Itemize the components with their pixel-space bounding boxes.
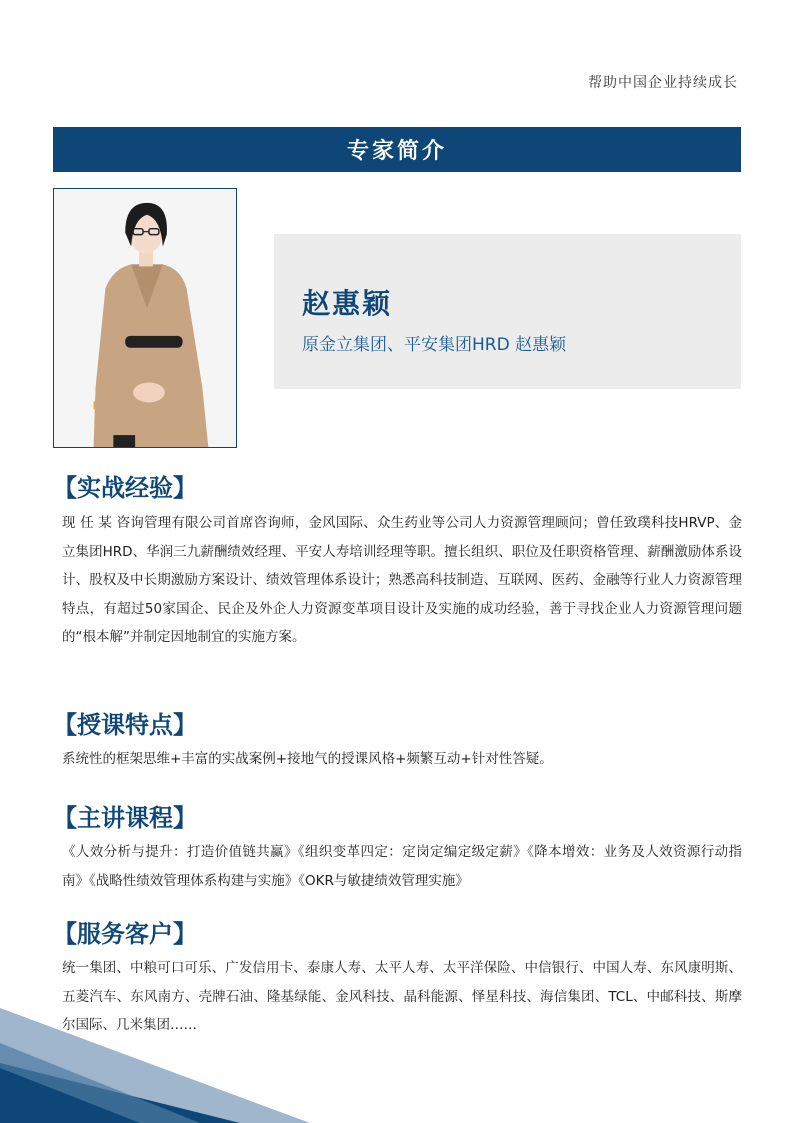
- portrait-illustration: [54, 189, 236, 447]
- banner-title: 专家简介: [346, 139, 447, 164]
- experience-heading: 【实战经验】: [53, 474, 197, 502]
- clients-heading: 【服务客户】: [53, 920, 197, 948]
- profile-photo: [53, 188, 237, 448]
- clients-body: 统一集团、中粮可口可乐、广发信用卡、泰康人寿、太平人寿、太平洋保险、中信银行、中国人寿、东风康明斯、五菱汽车、东风南方、壳牌石油、隆基绿能、金风科技、晶科能源、怿星科技、海信集团、TCL、中邮科技、斯摩尔国际、几米集团……: [62, 960, 742, 1033]
- teaching-heading: 【授课特点】: [53, 711, 197, 739]
- section-banner: [53, 127, 741, 172]
- courses-heading: 【主讲课程】: [53, 804, 197, 832]
- expert-name: 赵惠颖: [302, 287, 393, 320]
- header-tagline: 帮助中国企业持续成长: [588, 75, 738, 91]
- teaching-body: 系统性的框架思维+丰富的实战案例+接地气的授课风格+频繁互动+针对性答疑。: [62, 751, 553, 767]
- corner-decoration: [0, 1008, 310, 1123]
- experience-body: 现 任 某 咨询管理有限公司首席咨询师，金风国际、众生药业等公司人力资源管理顾问；曾任致璞科技HRVP、金立集团HRD、华润三九薪酬绩效经理、平安人寿培训经理等职。擅长组织、职位及任职资格管理、薪酬激励体系设计、股权及中长期激励方案设计、绩效管理体系设计；熟悉高科技制造、互联网、医药、金融等行业人力资源管理特点，有超过50家国企、民企及外企人力资源变革项目设计及实施的成功经验，善于寻找企业人力资源管理问题的“根本解”并制定因地制宜的实施方案。: [62, 515, 742, 645]
- courses-body: 《人效分析与提升：打造价值链共赢》《组织变革四定：定岗定编定级定薪》《降本增效：业务及人效资源行动指南》《战略性绩效管理体系构建与实施》《OKR与敏捷绩效管理实施》: [62, 844, 742, 889]
- expert-title: 原金立集团、平安集团HRD 赵惠颖: [302, 335, 567, 355]
- profile-card: [274, 234, 741, 389]
